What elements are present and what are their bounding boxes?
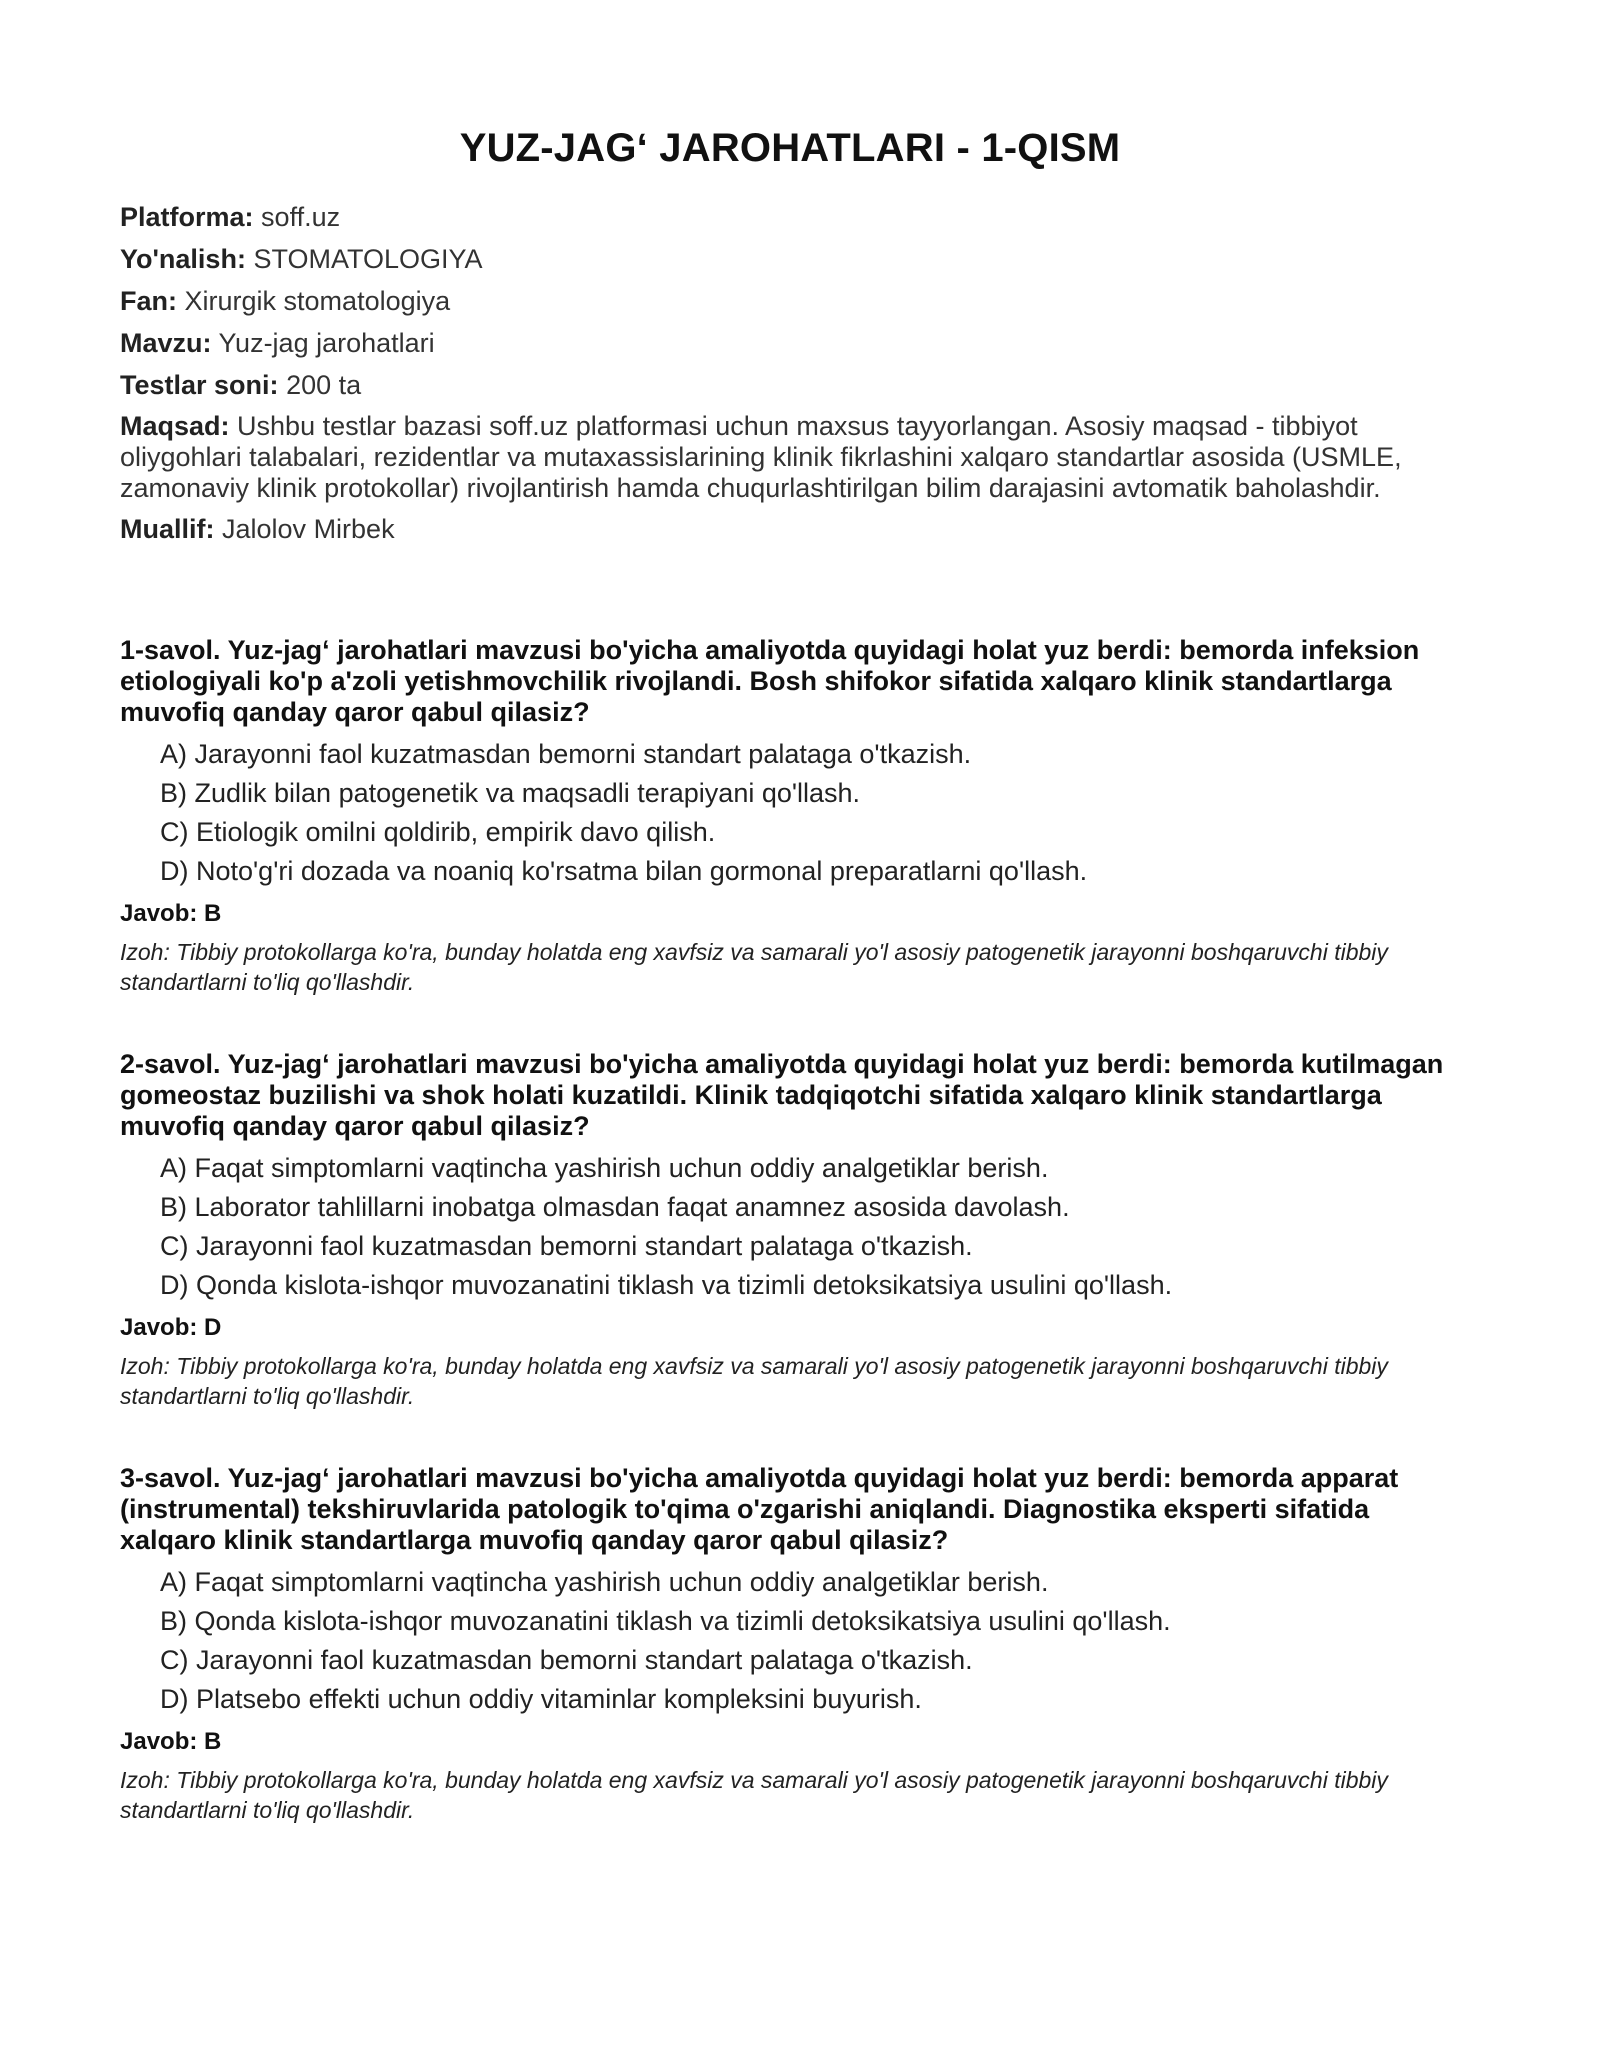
- answer-option-c: C) Jarayonni faol kuzatmasdan bemorni standart palataga o'tkazish.: [160, 1231, 973, 1261]
- meta-topic: [120, 327, 1460, 359]
- answer-options: [120, 738, 1460, 887]
- meta-platform-value: soff.uz: [261, 202, 341, 232]
- meta-tests-count: [120, 369, 1460, 401]
- answer-option-c: C) Etiologik omilni qoldirib, empirik davo qilish.: [160, 817, 716, 847]
- correct-answer: Javob: D: [120, 1314, 222, 1341]
- answer-options: [120, 1152, 1460, 1301]
- meta-goal-value: Ushbu testlar bazasi soff.uz platformasi uchun maxsus tayyorlangan. Asosiy maqsad - tibbiyot oliygohlari talabalari, rezidentlar va mutaxassislarining klinik fikrlashini xalqaro standartlar asosida (USMLE, zamonaviy klinik protokollar) rivojlantirish hamda chuqurlashtirilgan bilim darajasini avtomatik baholashdir.: [120, 411, 1402, 503]
- meta-tests-label: Testlar soni:: [120, 370, 279, 400]
- meta-topic-label: Mavzu:: [120, 328, 212, 358]
- meta-tests-value: 200 ta: [286, 370, 362, 400]
- answer-option-d: D) Platsebo effekti uchun oddiy vitaminlar kompleksini buyurish.: [160, 1684, 922, 1714]
- question-text: 1-savol. Yuz-jag‘ jarohatlari mavzusi bo'yicha amaliyotda quyidagi holat yuz berdi: bemorda infeksion etiologiyali ko'p a'zoli yetishmovchilik rivojlandi. Bosh shifokor sifatida xalqaro klinik standartlarga muvofiq qanday qaror qabul qilasiz?: [120, 635, 1420, 727]
- answer-option-b: B) Laborator tahlillarni inobatga olmasdan faqat anamnez asosida davolash.: [160, 1192, 1070, 1222]
- answer-option-d: D) Qonda kislota-ishqor muvozanatini tiklash va tizimli detoksikatsiya usulini qo'llash.: [160, 1270, 1173, 1300]
- answer-option-b: B) Qonda kislota-ishqor muvozanatini tiklash va tizimli detoksikatsiya usulini qo'llash.: [160, 1606, 1171, 1636]
- answer-explanation: Izoh: Tibbiy protokollarga ko'ra, bunday holatda eng xavfsiz va samarali yo'l asosiy patogenetik jarayonni boshqaruvchi tibbiy standartlarni to'liq qo'llashdir.: [120, 939, 1388, 995]
- meta-topic-value: Yuz-jag jarohatlari: [218, 328, 435, 358]
- question-list: [120, 635, 1460, 1825]
- question-text: 2-savol. Yuz-jag‘ jarohatlari mavzusi bo'yicha amaliyotda quyidagi holat yuz berdi: bemorda kutilmagan gomeostaz buzilishi va shok holati kuzatildi. Klinik tadqiqotchi sifatida xalqaro klinik standartlarga muvofiq qanday qaror qabul qilasiz?: [120, 1049, 1444, 1141]
- meta-direction-value: STOMATOLOGIYA: [253, 244, 483, 274]
- meta-platform-label: Platforma:: [120, 202, 254, 232]
- answer-option-a: A) Faqat simptomlarni vaqtincha yashirish uchun oddiy analgetiklar berish.: [160, 1567, 1049, 1597]
- answer-options: [120, 1566, 1460, 1715]
- question-block: [120, 635, 1460, 997]
- meta-subject: [120, 285, 1460, 317]
- question-block: [120, 1463, 1460, 1825]
- document-meta: [120, 201, 1460, 545]
- document-page: [120, 0, 1460, 1877]
- question-block: [120, 1049, 1460, 1411]
- answer-option-a: A) Jarayonni faol kuzatmasdan bemorni standart palataga o'tkazish.: [160, 739, 972, 769]
- meta-direction: [120, 243, 1460, 275]
- meta-direction-label: Yo'nalish:: [120, 244, 246, 274]
- meta-goal-label: Maqsad:: [120, 411, 230, 441]
- correct-answer: Javob: B: [120, 1728, 222, 1755]
- answer-option-d: D) Noto'g'ri dozada va noaniq ko'rsatma bilan gormonal preparatlarni qo'llash.: [160, 856, 1088, 886]
- meta-goal: [120, 411, 1460, 504]
- answer-option-c: C) Jarayonni faol kuzatmasdan bemorni standart palataga o'tkazish.: [160, 1645, 973, 1675]
- meta-author: [120, 513, 1460, 545]
- meta-author-value: Jalolov Mirbek: [222, 514, 395, 544]
- answer-option-b: B) Zudlik bilan patogenetik va maqsadli terapiyani qo'llash.: [160, 778, 861, 808]
- answer-explanation: Izoh: Tibbiy protokollarga ko'ra, bunday holatda eng xavfsiz va samarali yo'l asosiy patogenetik jarayonni boshqaruvchi tibbiy standartlarni to'liq qo'llashdir.: [120, 1353, 1388, 1409]
- meta-author-label: Muallif:: [120, 514, 215, 544]
- question-text: 3-savol. Yuz-jag‘ jarohatlari mavzusi bo'yicha amaliyotda quyidagi holat yuz berdi: bemorda apparat (instrumental) tekshiruvlarida patologik to'qima o'zgarishi aniqlandi. Diagnostika eksperti sifatida xalqaro klinik standartlarga muvofiq qanday qaror qabul qilasiz?: [120, 1463, 1399, 1555]
- answer-explanation: Izoh: Tibbiy protokollarga ko'ra, bunday holatda eng xavfsiz va samarali yo'l asosiy patogenetik jarayonni boshqaruvchi tibbiy standartlarni to'liq qo'llashdir.: [120, 1767, 1388, 1823]
- correct-answer: Javob: B: [120, 900, 222, 927]
- meta-subject-label: Fan:: [120, 286, 177, 316]
- meta-platform: [120, 201, 1460, 233]
- meta-subject-value: Xirurgik stomatologiya: [184, 286, 451, 316]
- answer-option-a: A) Faqat simptomlarni vaqtincha yashirish uchun oddiy analgetiklar berish.: [160, 1153, 1049, 1183]
- document-title: YUZ-JAG‘ JAROHATLARI - 1-QISM: [459, 126, 1121, 170]
